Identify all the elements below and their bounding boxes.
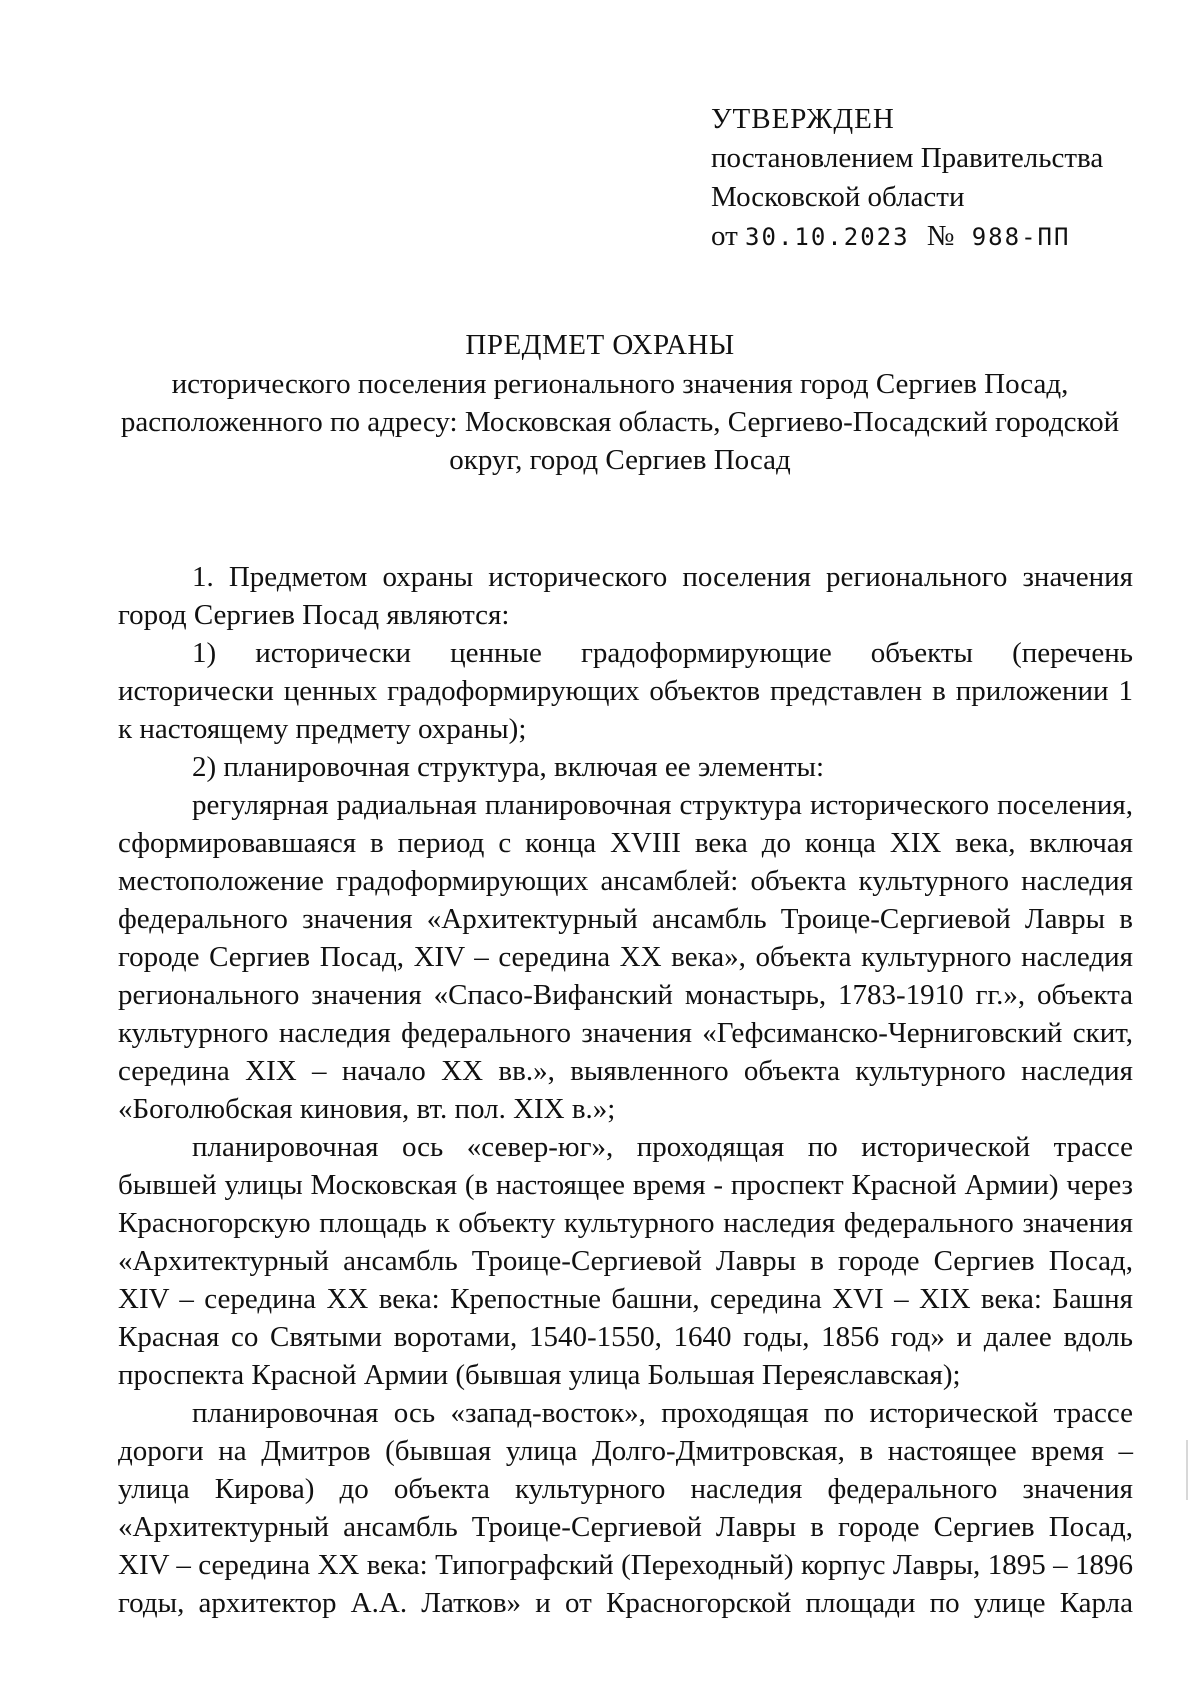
subtitle-line: расположенного по адресу: Московская область, Сергиево-Посадский городской <box>120 406 1120 438</box>
approval-title: УТВЕРЖДЕН <box>711 103 895 135</box>
document-title: ПРЕДМЕТ ОХРАНЫ <box>465 329 735 361</box>
paragraph: планировочная ось «север-юг», проходящая по исторической трассе бывшей улицы Московская (в настоящее время - проспект Красной Армии) через Красногорскую площадь к объекту культурного наследия федерального значения «Архитектурный ансамбль Троице-Сергиевой Лавры в городе Сергиев Посад, XIV – середина XX века: Крепостные башни, середина XVI – XIX века: Башня Красная со Святыми воротами, 1540-1550, 1640 годы, 1856 год» и далее вдоль проспекта Красной Армии (бывшая улица Большая Переяславская); <box>118 1131 1133 1391</box>
approval-line-2: Московской области <box>711 181 965 213</box>
approval-date-line <box>711 217 1103 257</box>
scan-artifact <box>1186 1440 1188 1500</box>
document-body <box>118 558 1133 1622</box>
approval-date: 30.10.2023 <box>745 223 910 251</box>
date-prefix: от <box>711 220 738 252</box>
paragraph: 1. Предметом охраны исторического поселения регионального значения город Сергиев Посад являются: <box>118 561 1133 631</box>
paragraph: 1) исторически ценные градоформирующие объекты (перечень исторически ценных градоформирующих объектов представлен в приложении 1 к настоящему предмету охраны); <box>118 637 1133 745</box>
approval-line-1: постановлением Правительства <box>711 142 1104 174</box>
approval-block <box>711 100 1103 257</box>
paragraph: 2) планировочная структура, включая ее элементы: <box>192 751 825 783</box>
subtitle-line: исторического поселения регионального значения город Сергиев Посад, <box>171 368 1069 400</box>
subtitle-line: округ, город Сергиев Посад <box>449 444 791 476</box>
approval-number: 988-ПП <box>971 223 1071 251</box>
paragraph: регулярная радиальная планировочная структура исторического поселения, сформировавшаяся в период с конца XVIII века до конца XIX века, включая местоположение градоформирующих ансамблей: объекта культурного наследия федерального значения «Архитектурный ансамбль Троице-Сергиевой Лавры в городе Сергиев Посад, XIV – середина XX века», объекта культурного наследия регионального значения «Спасо-Вифанский монастырь, 1783-1910 гг.», объекта культурного наследия федерального значения «Гефсиманско-Черниговский скит, середина XIX – начало XX вв.», выявленного объекта культурного наследия «Боголюбская киновия, вт. пол. XIX в.»; <box>118 789 1133 1125</box>
paragraph: планировочная ось «запад-восток», проходящая по исторической трассе дороги на Дмитров (бывшая улица Долго-Дмитровская, в настоящее время – улица Кирова) до объекта культурного наследия федерального значения «Архитектурный ансамбль Троице-Сергиевой Лавры в городе Сергиев Посад, XIV – середина XX века: Типографский (Переходный) корпус Лавры, 1895 – 1896 годы, архитектор А.А. Латков» и от Красногорской площади по улице Карла <box>118 1397 1133 1619</box>
number-sign: № <box>926 220 955 252</box>
document-subtitle <box>110 365 1130 479</box>
